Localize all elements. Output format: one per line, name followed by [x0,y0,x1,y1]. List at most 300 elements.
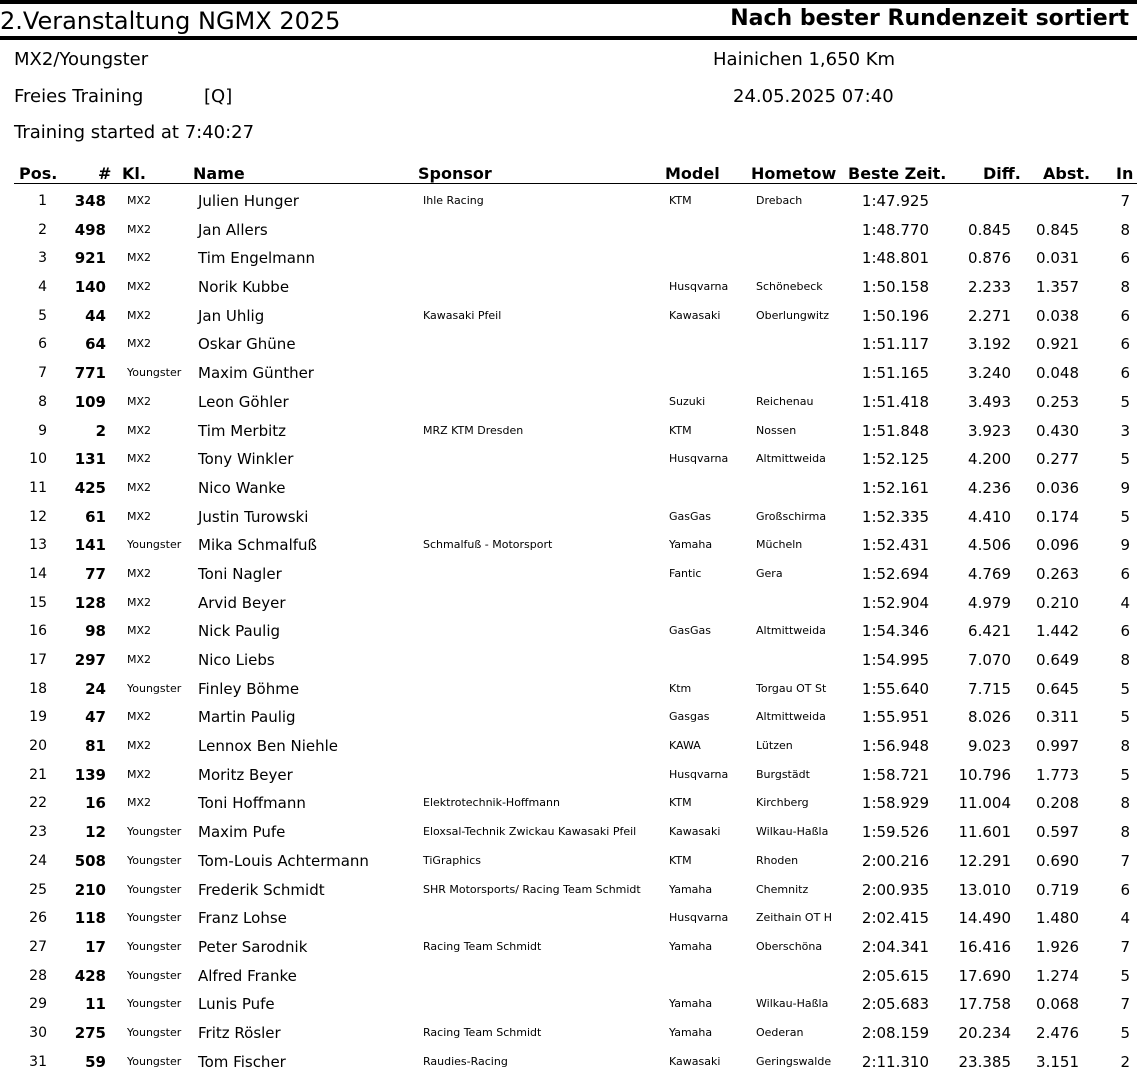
cell-number: 44 [85,306,106,325]
table-row [0,589,1137,618]
table-row [0,216,1137,245]
cell-model: Yamaha [669,882,713,896]
cell-in: 5 [1120,1023,1130,1042]
cell-hometown: Lützen [756,739,793,753]
cell-model: Husqvarna [669,452,729,466]
cell-model: KTM [669,423,692,437]
cell-class: Youngster [127,997,182,1011]
table-row [0,703,1137,732]
cell-hometown: Torgau OT St [756,681,827,695]
cell-best-time: 1:48.770 [861,220,929,239]
table-row [0,388,1137,417]
cell-abst: 0.645 [1036,679,1079,698]
cell-class: MX2 [127,767,152,781]
cell-in: 6 [1120,306,1130,325]
cell-diff: 4.979 [968,593,1011,612]
cell-class: MX2 [127,452,152,466]
cell-best-time: 2:00.216 [861,851,929,870]
cell-abst: 1.480 [1036,909,1079,928]
cell-number: 16 [85,794,106,813]
cell-class: MX2 [127,280,152,294]
cell-number: 64 [85,335,106,354]
cell-class: Youngster [127,681,182,695]
cell-model: Husqvarna [669,280,729,294]
cell-hometown: Altmittweida [756,452,826,466]
cell-name: Finley Böhme [198,679,300,698]
cell-hometown: Rhoden [756,853,799,867]
cell-class: Youngster [127,882,182,896]
cell-in: 6 [1120,564,1130,583]
cell-number: 24 [85,679,106,698]
cell-class: MX2 [127,653,152,666]
cell-abst: 0.430 [1036,421,1079,440]
cell-best-time: 1:52.431 [861,536,929,555]
cell-position: 1 [38,193,47,209]
cell-hometown: Wilkau-Haßla [756,997,829,1011]
cell-best-time: 2:08.159 [861,1023,929,1042]
cell-best-time: 1:52.904 [861,593,929,612]
cell-in: 8 [1120,278,1130,297]
col-header-diff: Diff. [983,164,1021,183]
cell-best-time: 2:00.935 [861,880,929,899]
cell-hometown: Kirchberg [756,796,809,810]
cell-hometown: Chemnitz [756,882,809,896]
cell-best-time: 1:50.158 [861,278,929,297]
cell-best-time: 2:11.310 [861,1052,929,1071]
cell-best-time: 2:04.341 [861,937,929,956]
cell-model: Kawasaki [669,1054,721,1068]
cell-in: 5 [1120,507,1130,526]
cell-position: 29 [29,996,47,1013]
cell-sponsor: Raudies-Racing [423,1054,508,1068]
cell-number: 61 [85,507,106,526]
cell-in: 5 [1120,966,1130,985]
cell-name: Peter Sarodnik [198,937,308,956]
cell-hometown: Altmittweida [756,710,826,724]
cell-class: MX2 [127,710,152,724]
cell-diff: 0.876 [968,249,1011,268]
cell-best-time: 1:55.640 [861,679,929,698]
cell-model: Kawasaki [669,825,721,839]
cell-hometown: Oederan [756,1025,804,1039]
cell-model: Fantic [669,566,702,580]
cell-sponsor: Racing Team Schmidt [423,1025,542,1039]
cell-abst: 1.274 [1036,966,1079,985]
cell-position: 25 [29,881,47,898]
table-row [0,847,1137,876]
cell-in: 7 [1120,995,1130,1014]
cell-class: Youngster [127,853,182,867]
cell-abst: 1.442 [1036,622,1079,641]
cell-in: 6 [1120,335,1130,354]
cell-name: Maxim Günther [198,364,314,383]
cell-sponsor: Schmalfuß - Motorsport [423,538,553,552]
col-header-pos: Pos. [19,164,58,183]
table-row [0,876,1137,905]
cell-diff: 4.200 [968,450,1011,469]
cell-number: 17 [85,937,106,956]
cell-diff: 3.493 [968,392,1011,411]
cell-in: 9 [1120,478,1130,497]
table-row [0,904,1137,933]
table-row [0,445,1137,474]
cell-abst: 0.048 [1036,364,1079,383]
cell-number: 297 [74,651,106,669]
cell-model: Yamaha [669,538,713,552]
cell-diff: 14.490 [958,909,1011,928]
cell-diff: 17.758 [958,995,1011,1014]
cell-in: 5 [1120,679,1130,698]
cell-name: Lunis Pufe [198,995,275,1014]
cell-number: 47 [85,708,106,727]
cell-abst: 1.773 [1036,765,1079,784]
cell-diff: 10.796 [958,765,1011,784]
cell-in: 5 [1120,392,1130,411]
cell-sponsor: Ihle Racing [423,194,484,207]
cell-diff: 23.385 [958,1052,1011,1071]
cell-diff: 7.715 [968,679,1011,698]
cell-abst: 0.068 [1036,995,1079,1014]
table-row [0,244,1137,273]
cell-abst: 0.174 [1036,507,1079,526]
cell-number: 140 [74,278,106,297]
cell-in: 3 [1120,421,1130,440]
session-name: Freies Training [14,86,144,107]
cell-best-time: 1:55.951 [861,708,929,727]
cell-hometown: Burgstädt [756,767,810,781]
table-row [0,503,1137,532]
cell-in: 4 [1120,593,1130,612]
col-header-sponsor: Sponsor [418,164,492,183]
cell-abst: 0.845 [1036,220,1079,239]
cell-model: Husqvarna [669,911,729,925]
table-row [0,646,1137,675]
cell-name: Mika Schmalfuß [198,536,317,555]
cell-number: 425 [74,478,106,497]
cell-name: Jan Uhlig [198,306,265,325]
cell-number: 12 [85,823,106,842]
cell-best-time: 1:51.848 [861,421,929,440]
cell-name: Tom-Louis Achtermann [198,851,369,870]
cell-number: 77 [85,564,106,583]
cell-in: 5 [1120,708,1130,727]
cell-position: 18 [29,680,47,697]
cell-position: 5 [38,307,47,324]
session-code: [Q] [204,86,233,107]
cell-abst: 0.597 [1036,823,1079,842]
table-row [0,933,1137,962]
cell-in: 2 [1120,1052,1130,1071]
cell-position: 12 [29,508,47,525]
cell-model: KTM [669,194,692,207]
cell-best-time: 2:05.615 [861,966,929,985]
cell-hometown: Reichenau [756,394,814,408]
cell-position: 7 [38,365,47,382]
cell-hometown: Mücheln [756,538,803,552]
cell-best-time: 1:52.125 [861,450,929,469]
table-row [0,417,1137,446]
cell-hometown: Geringswalde [756,1054,832,1068]
session-datetime: 24.05.2025 07:40 [733,86,894,107]
cell-class: MX2 [127,194,152,207]
cell-abst: 0.038 [1036,306,1079,325]
cell-name: Toni Hoffmann [198,794,306,813]
col-header-number: # [98,164,112,183]
sort-label: Nach bester Rundenzeit sortiert [730,6,1129,31]
cell-hometown: Großschirma [756,509,827,523]
cell-abst: 0.311 [1036,708,1079,727]
cell-diff: 4.769 [968,564,1011,583]
cell-abst: 0.208 [1036,794,1079,813]
cell-diff: 9.023 [968,737,1011,756]
cell-best-time: 1:48.801 [861,249,929,268]
cell-in: 7 [1120,851,1130,870]
cell-name: Lennox Ben Niehle [198,737,339,756]
cell-in: 8 [1120,737,1130,756]
cell-name: Tim Engelmann [198,249,315,268]
cell-hometown: Altmittweida [756,624,826,638]
cell-number: 210 [74,880,106,899]
cell-class: MX2 [127,394,152,408]
cell-number: 98 [85,622,106,641]
cell-position: 16 [29,623,47,640]
cell-diff: 11.601 [958,823,1011,842]
cell-diff: 20.234 [958,1023,1011,1042]
table-row [0,359,1137,388]
col-header-name: Name [193,164,245,183]
cell-abst: 0.096 [1036,536,1079,555]
cell-in: 9 [1120,536,1130,555]
table-row [0,187,1137,216]
cell-name: Julien Hunger [198,192,299,210]
cell-abst: 3.151 [1036,1052,1079,1071]
cell-position: 17 [29,652,47,668]
col-header-hometown: Hometow [751,164,837,183]
cell-model: GasGas [669,509,711,523]
cell-model: KTM [669,796,692,810]
cell-name: Alfred Franke [198,966,297,985]
table-row [0,1019,1137,1048]
cell-number: 771 [74,364,106,383]
table-row [0,789,1137,818]
table-row [0,531,1137,560]
cell-class: MX2 [127,796,152,810]
cell-class: Youngster [127,538,182,552]
cell-position: 21 [29,766,47,783]
table-row [0,330,1137,359]
cell-sponsor: Elektrotechnik-Hoffmann [423,796,560,810]
cell-abst: 0.263 [1036,564,1079,583]
cell-diff: 7.070 [968,651,1011,669]
cell-class: Youngster [127,939,182,953]
cell-diff: 3.923 [968,421,1011,440]
cell-hometown: Oberlungwitz [756,308,830,322]
cell-diff: 4.410 [968,507,1011,526]
cell-best-time: 1:54.346 [861,622,929,641]
cell-position: 23 [29,824,47,841]
cell-number: 348 [74,192,106,210]
cell-best-time: 1:47.925 [861,192,929,210]
cell-in: 6 [1120,249,1130,268]
cell-abst: 0.031 [1036,249,1079,268]
cell-number: 128 [74,593,106,612]
cell-position: 14 [29,565,47,582]
cell-in: 8 [1120,823,1130,842]
cell-diff: 12.291 [958,851,1011,870]
cell-name: Martin Paulig [198,708,296,727]
table-row [0,560,1137,589]
cell-diff: 3.192 [968,335,1011,354]
cell-class: MX2 [127,251,152,265]
cell-position: 4 [38,279,47,296]
cell-hometown: Oberschöna [756,939,823,953]
cell-abst: 0.277 [1036,450,1079,469]
cell-class: MX2 [127,337,152,351]
cell-name: Oskar Ghüne [198,335,296,354]
cell-best-time: 1:59.526 [861,823,929,842]
cell-position: 10 [29,451,47,468]
cell-class: Youngster [127,366,182,380]
cell-best-time: 1:54.995 [861,651,929,669]
cell-name: Moritz Beyer [198,765,293,784]
cell-position: 3 [38,250,47,267]
cell-name: Franz Lohse [198,909,287,928]
cell-model: Kawasaki [669,308,721,322]
cell-in: 5 [1120,450,1130,469]
cell-name: Nico Liebs [198,651,275,669]
cell-sponsor: TiGraphics [423,853,482,867]
cell-abst: 0.690 [1036,851,1079,870]
cell-in: 4 [1120,909,1130,928]
cell-best-time: 1:58.721 [861,765,929,784]
cell-class: MX2 [127,308,152,322]
cell-class: Youngster [127,911,182,925]
cell-position: 19 [29,709,47,726]
cell-abst: 0.649 [1036,651,1079,669]
cell-sponsor: MRZ KTM Dresden [423,423,524,437]
cell-abst: 1.926 [1036,937,1079,956]
cell-number: 109 [74,392,106,411]
cell-number: 2 [95,421,106,440]
cell-in: 5 [1120,765,1130,784]
cell-best-time: 2:05.683 [861,995,929,1014]
cell-hometown: Drebach [756,194,803,207]
cell-diff: 4.506 [968,536,1011,555]
cell-hometown: Nossen [756,423,797,437]
cell-best-time: 1:52.335 [861,507,929,526]
cell-position: 9 [38,422,47,439]
table-row [0,675,1137,704]
cell-class: MX2 [127,566,152,580]
cell-in: 7 [1120,192,1130,210]
table-row [0,962,1137,991]
cell-diff: 13.010 [958,880,1011,899]
cell-abst: 1.357 [1036,278,1079,297]
cell-class: MX2 [127,739,152,753]
cell-in: 7 [1120,937,1130,956]
cell-position: 31 [29,1053,47,1070]
cell-name: Fritz Rösler [198,1023,281,1042]
table-row [0,273,1137,302]
col-header-in: In [1116,164,1134,183]
cell-in: 8 [1120,794,1130,813]
cell-class: Youngster [127,1054,182,1068]
cell-sponsor: Racing Team Schmidt [423,939,542,953]
cell-abst: 0.253 [1036,392,1079,411]
cell-name: Nico Wanke [198,478,286,497]
cell-number: 139 [74,765,106,784]
cell-hometown: Zeithain OT H [756,911,833,925]
cell-abst: 0.921 [1036,335,1079,354]
header-rule [14,183,1137,184]
cell-position: 13 [29,537,47,554]
page-title: 2.Veranstaltung NGMX 2025 [0,7,341,35]
cell-in: 6 [1120,364,1130,383]
cell-model: Ktm [669,681,692,695]
cell-diff: 11.004 [958,794,1011,813]
cell-in: 8 [1120,220,1130,239]
cell-diff: 8.026 [968,708,1011,727]
table-row [0,761,1137,790]
cell-abst: 2.476 [1036,1023,1079,1042]
cell-diff: 4.236 [968,478,1011,497]
title-rule [0,36,1137,40]
cell-name: Justin Turowski [198,507,309,526]
cell-number: 11 [85,995,106,1014]
cell-abst: 0.997 [1036,737,1079,756]
cell-best-time: 1:52.161 [861,478,929,497]
cell-sponsor: Kawasaki Pfeil [423,308,502,322]
cell-in: 6 [1120,622,1130,641]
class-name: MX2/Youngster [14,49,149,70]
cell-number: 275 [74,1023,106,1042]
cell-name: Jan Allers [198,220,268,239]
cell-diff: 2.271 [968,306,1011,325]
cell-number: 141 [74,536,106,555]
table-row [0,990,1137,1019]
cell-sponsor: SHR Motorsports/ Racing Team Schmidt [423,882,641,896]
cell-name: Tim Merbitz [198,421,287,440]
cell-class: MX2 [127,480,152,494]
cell-position: 2 [38,221,47,238]
cell-model: Suzuki [669,394,706,408]
cell-model: Husqvarna [669,767,729,781]
cell-sponsor: Eloxsal-Technik Zwickau Kawasaki Pfeil [423,825,637,839]
cell-class: MX2 [127,595,152,609]
cell-diff: 16.416 [958,937,1011,956]
cell-number: 508 [74,851,106,870]
cell-best-time: 1:51.418 [861,392,929,411]
cell-best-time: 1:51.165 [861,364,929,383]
cell-number: 118 [74,909,106,928]
cell-name: Tony Winkler [198,450,294,469]
col-header-best-time: Beste Zeit. [848,164,947,183]
cell-position: 26 [29,910,47,927]
cell-class: Youngster [127,1025,182,1039]
cell-class: MX2 [127,624,152,638]
cell-class: Youngster [127,968,182,982]
cell-position: 15 [29,594,47,611]
cell-class: Youngster [127,825,182,839]
cell-diff: 6.421 [968,622,1011,641]
cell-class: MX2 [127,423,152,437]
cell-position: 11 [29,479,47,496]
col-header-class: Kl. [122,164,146,183]
cell-name: Norik Kubbe [198,278,290,297]
table-row [0,818,1137,847]
cell-diff: 3.240 [968,364,1011,383]
table-row [0,302,1137,331]
